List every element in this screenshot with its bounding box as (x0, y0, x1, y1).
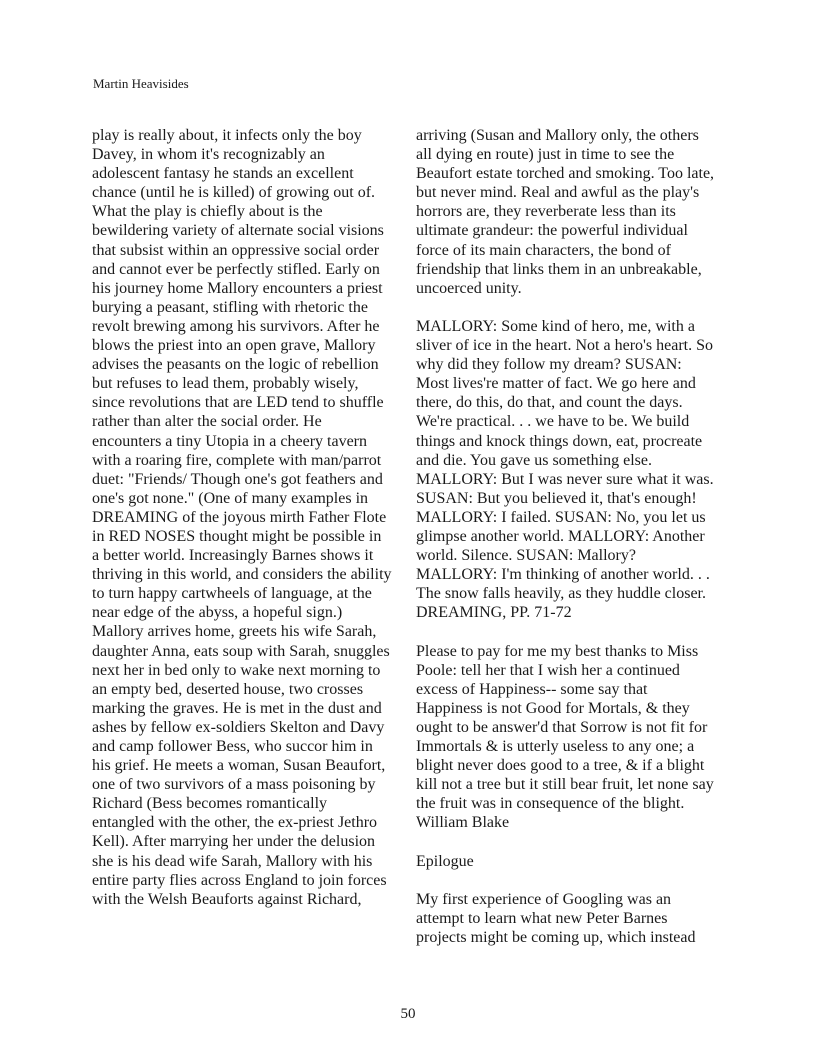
blake-quotation: Please to pay for me my best thanks to Miss Poole: tell her that I wish her a continued excess of Happiness-- some say that Happiness is not Good for Mortals, & they ought to be answer'd that Sorrow is not fit for Immortals & is utterly useless to any one; a blight never does good to a tree, & if a blight kill not a tree but it still bear fruit, let none say the fruit was in consequence of the blight. William Blake (416, 642, 714, 832)
dialogue-quotation: MALLORY: Some kind of hero, me, with a sliver of ice in the heart. Not a hero's heart. So why did they follow my dream? SUSAN: Most lives're matter of fact. We go here and there, do this, do that, and count the days. We're practical. . . we have to be. We build things and knock things down, eat, procreate and die. You gave us something else. MALLORY: But I was never sure what it was. SUSAN: But you believed it, that's enough! MALLORY: I failed. SUSAN: No, you let us glimpse another world. MALLORY: Another world. Silence. SUSAN: Mallory? MALLORY: I'm thinking of another world. . . The snow falls heavily, as they huddle closer. DREAMING, PP. 71-72 (416, 317, 714, 622)
body-paragraph: arriving (Susan and Mallory only, the others all dying en route) just in time to see the Beaufort estate torched and smoking. Too late, but never mind. Real and awful as the play's horrors are, they reverberate less than its ultimate grandeur: the powerful individual force of its main characters, the bond of friendship that links them in an unbreakable, uncoerced unity. (416, 127, 715, 297)
body-paragraph: play is really about, it infects only the boy Davey, in whom it's recognizably an adolescent fantasy he stands an excellent chance (until he is killed) of growing out of. What the play is chiefly about is the bewildering variety of alternate social visions that subsist within an oppressive social order and cannot ever be perfectly stifled. Early on his journey home Mallory encounters a priest burying a peasant, stifling with rhetoric the revolt brewing among his survivors. After he blows the priest into an open grave, Mallory advises the peasants on the logic of rebellion but refuses to lead them, probably wisely, since revolutions that are LED tend to shuffle rather than alter the social order. He encounters a tiny Utopia in a cheery tavern with a roaring fire, complete with man/parrot duet: "Friends/ Though one's got feathers and one's got none." (One of many examples in DREAMING of the joyous mirth Father Flote in RED NOSES thought might be possible in a better world. Increasingly Barnes shows it thriving in this world, and considers the ability to turn happy cartwheels of language, at the near edge of the abyss, a hopeful sign.) Mallory arrives home, greets his wife Sarah, daughter Anna, eats soup with Sarah, snuggles next her in bed only to wake next morning to an empty bed, deserted house, two crosses marking the graves. He is met in the dust and ashes by fellow ex-soldiers Skelton and Davy and camp follower Bess, who succor him in his grief. He meets a woman, Susan Beaufort, one of two survivors of a mass poisoning by Richard (Bess becomes romantically entangled with the other, the ex-priest Jethro Kell). After marrying her under the delusion she is his dead wife Sarah, Mallory with his entire party flies across England to join forces with the Welsh Beauforts against Richard, (92, 127, 392, 908)
running-header-author: Martin Heavisides (93, 76, 189, 91)
body-paragraph: My first experience of Googling was an attempt to learn what new Peter Barnes projects might be coming up, which instead (416, 890, 696, 946)
section-heading-epilogue: Epilogue (416, 852, 474, 870)
right-text-column (416, 126, 716, 947)
left-text-column (92, 126, 392, 909)
page-number: 50 (400, 1006, 416, 1022)
